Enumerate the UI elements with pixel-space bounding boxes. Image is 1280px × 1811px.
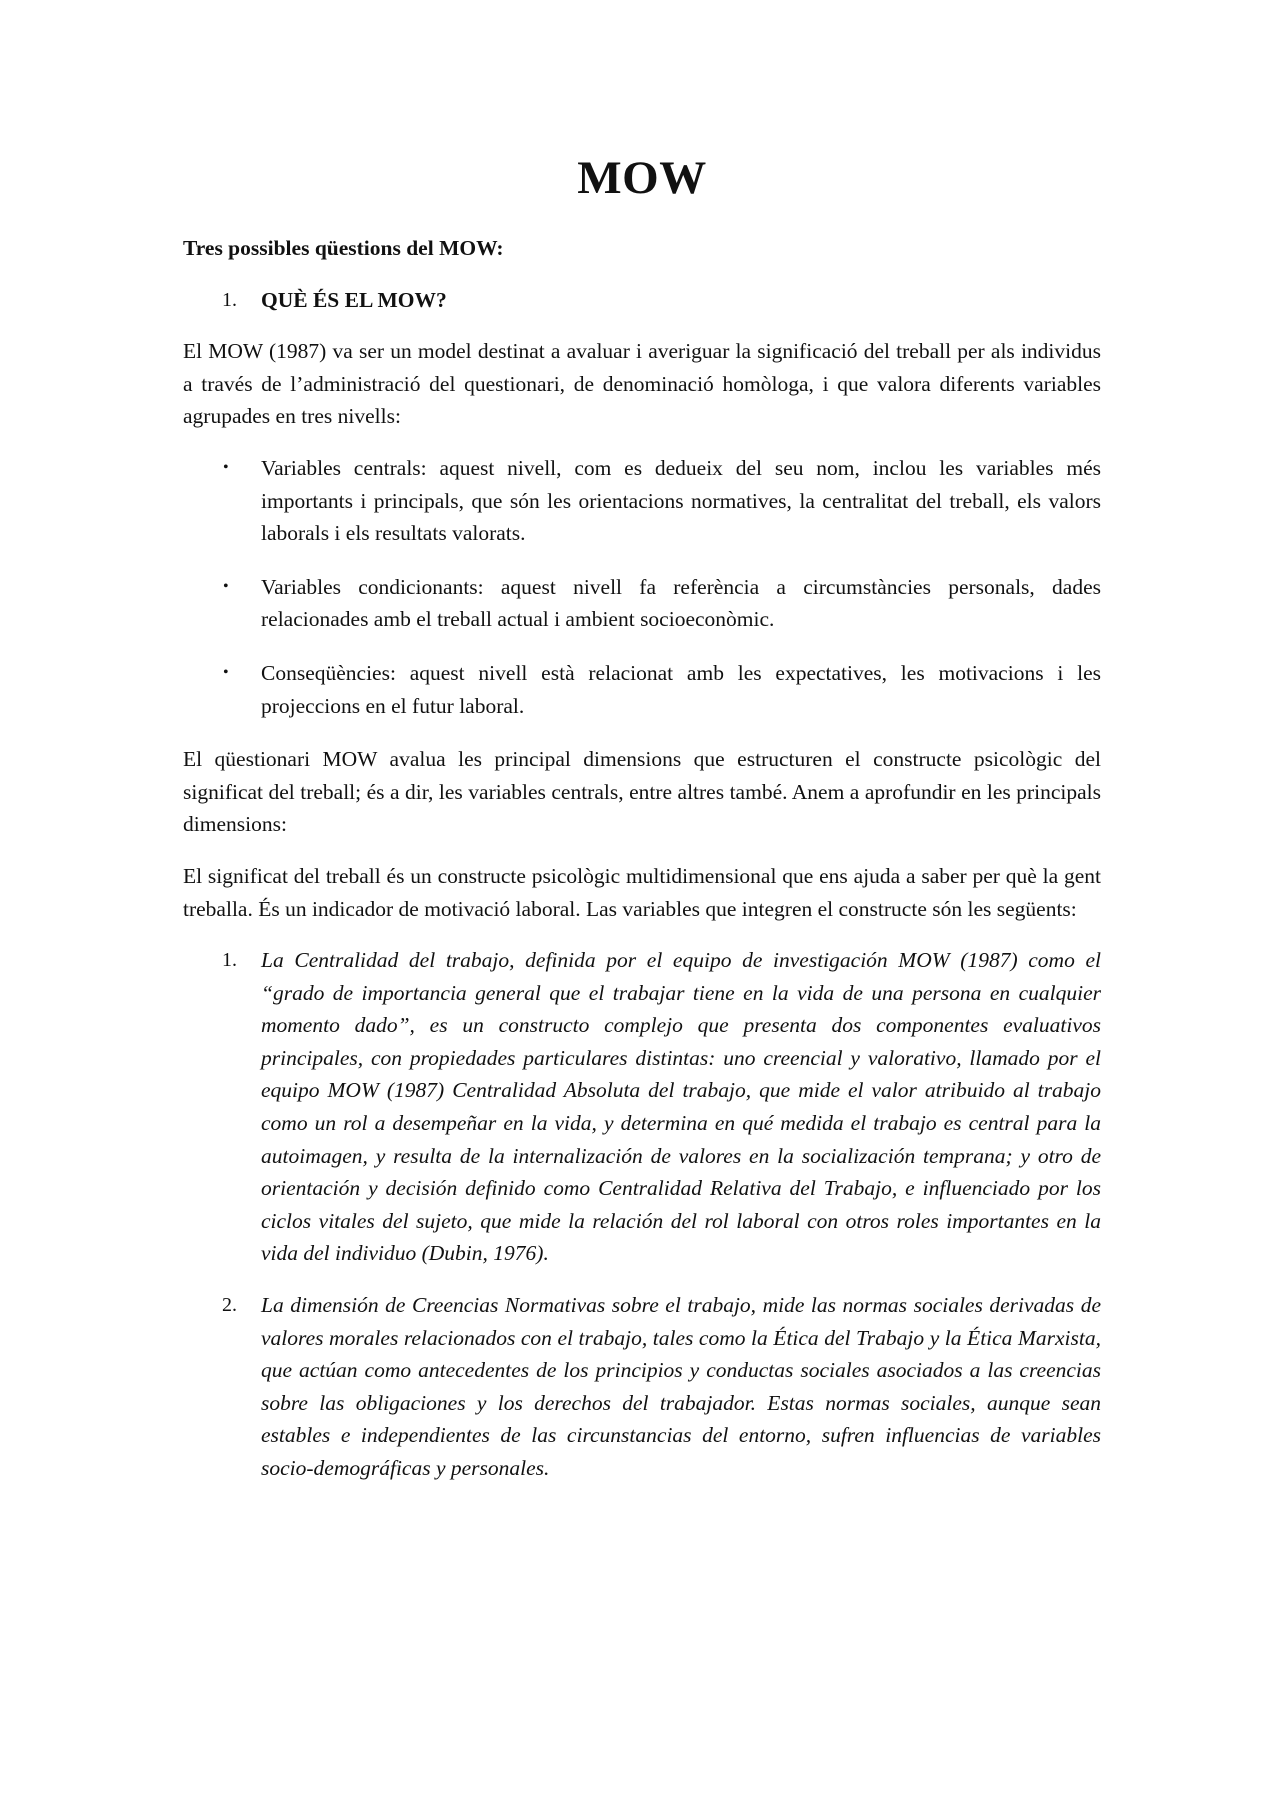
bullet-icon: •	[223, 458, 229, 476]
dimension-item-centrality	[183, 944, 1101, 1270]
bullet-icon: •	[223, 663, 229, 681]
level-item-central	[183, 452, 1101, 550]
question-item	[183, 284, 1101, 317]
bullet-icon: •	[223, 577, 229, 595]
questions-list	[183, 284, 1101, 317]
section-subheading: Tres possibles qüestions del MOW:	[183, 236, 504, 260]
dimension-text: La dimensión de Creencias Normativas sobre el trabajo, mide las normas sociales derivadas de valores morales relacionados con el trabajo, tales como la Ética del Trabajo y la Ética Marxista, que actúan como antecedentes de los principios y conductas sociales asociados a las creencias sobre las obligaciones y los derechos del trabajador. Estas normas sociales, aunque sean estables e independientes de las circunstancias del entorno, sufren influencias de variables socio-demográficas y personales.	[261, 1293, 1101, 1480]
document-title: MOW	[577, 152, 707, 204]
level-item-conditioning	[183, 571, 1101, 636]
dimension-item-normative-beliefs	[183, 1289, 1101, 1485]
list-number: 1.	[222, 288, 237, 311]
document-body	[183, 232, 1101, 1504]
level-text: Conseqüències: aquest nivell està relacionat amb les expectatives, les motivacions i les projeccions en el futur laboral.	[261, 660, 1101, 718]
intro-paragraph: El MOW (1987) va ser un model destinat a avaluar i averiguar la significació del treball per als individus a través de l’administració del questionari, de denominació homòloga, i que valora diferents variables agrupades en tres nivells:	[183, 339, 1101, 429]
list-number: 1.	[222, 949, 237, 972]
level-text: Variables condicionants: aquest nivell fa referència a circumstàncies personals, dades relacionades amb el treball actual i ambient socioeconòmic.	[261, 574, 1101, 632]
dimensions-list	[183, 944, 1101, 1485]
list-number: 2.	[222, 1294, 237, 1317]
level-item-consequences	[183, 657, 1101, 722]
levels-list	[183, 452, 1101, 722]
meaning-paragraph: El significat del treball és un constructe psicològic multidimensional que ens ajuda a saber per què la gent treballa. És un indicador de motivació laboral. Las variables que integren el constructe són les següents:	[183, 863, 1101, 921]
dimension-text: La Centralidad del trabajo, definida por el equipo de investigación MOW (1987) como el “grado de importancia general que el trabajar tiene en la vida de una persona en cualquier momento dado”, es un constructo complejo que presenta dos componentes evaluativos principales, con propiedades particulares distintas: uno creencial y valorativo, llamado por el equipo MOW (1987) Centralidad Absoluta del trabajo, que mide el valor atribuido al trabajo como un rol a desempeñar en la vida, y determina en qué medida el trabajo es central para la autoimagen, y resulta de la internalización de valores en la socialización temprana; y otro de orientación y decisión definido como Centralidad Relativa del Trabajo, e influenciado por los ciclos vitales del sujeto, que mide la relación del rol laboral con otros roles importantes en la vida del individuo (Dubin, 1976).	[261, 948, 1101, 1266]
questionnaire-paragraph: El qüestionari MOW avalua les principal dimensions que estructuren el constructe psicològic del significat del treball; és a dir, les variables centrals, entre altres també. Anem a aprofundir en les principals dimensions:	[183, 747, 1101, 837]
question-label: QUÈ ÉS EL MOW?	[261, 287, 447, 312]
level-text: Variables centrals: aquest nivell, com es dedueix del seu nom, inclou les variables més importants i principals, que són les orientacions normatives, la centralitat del treball, els valors laborals i els resultats valorats.	[261, 455, 1101, 546]
